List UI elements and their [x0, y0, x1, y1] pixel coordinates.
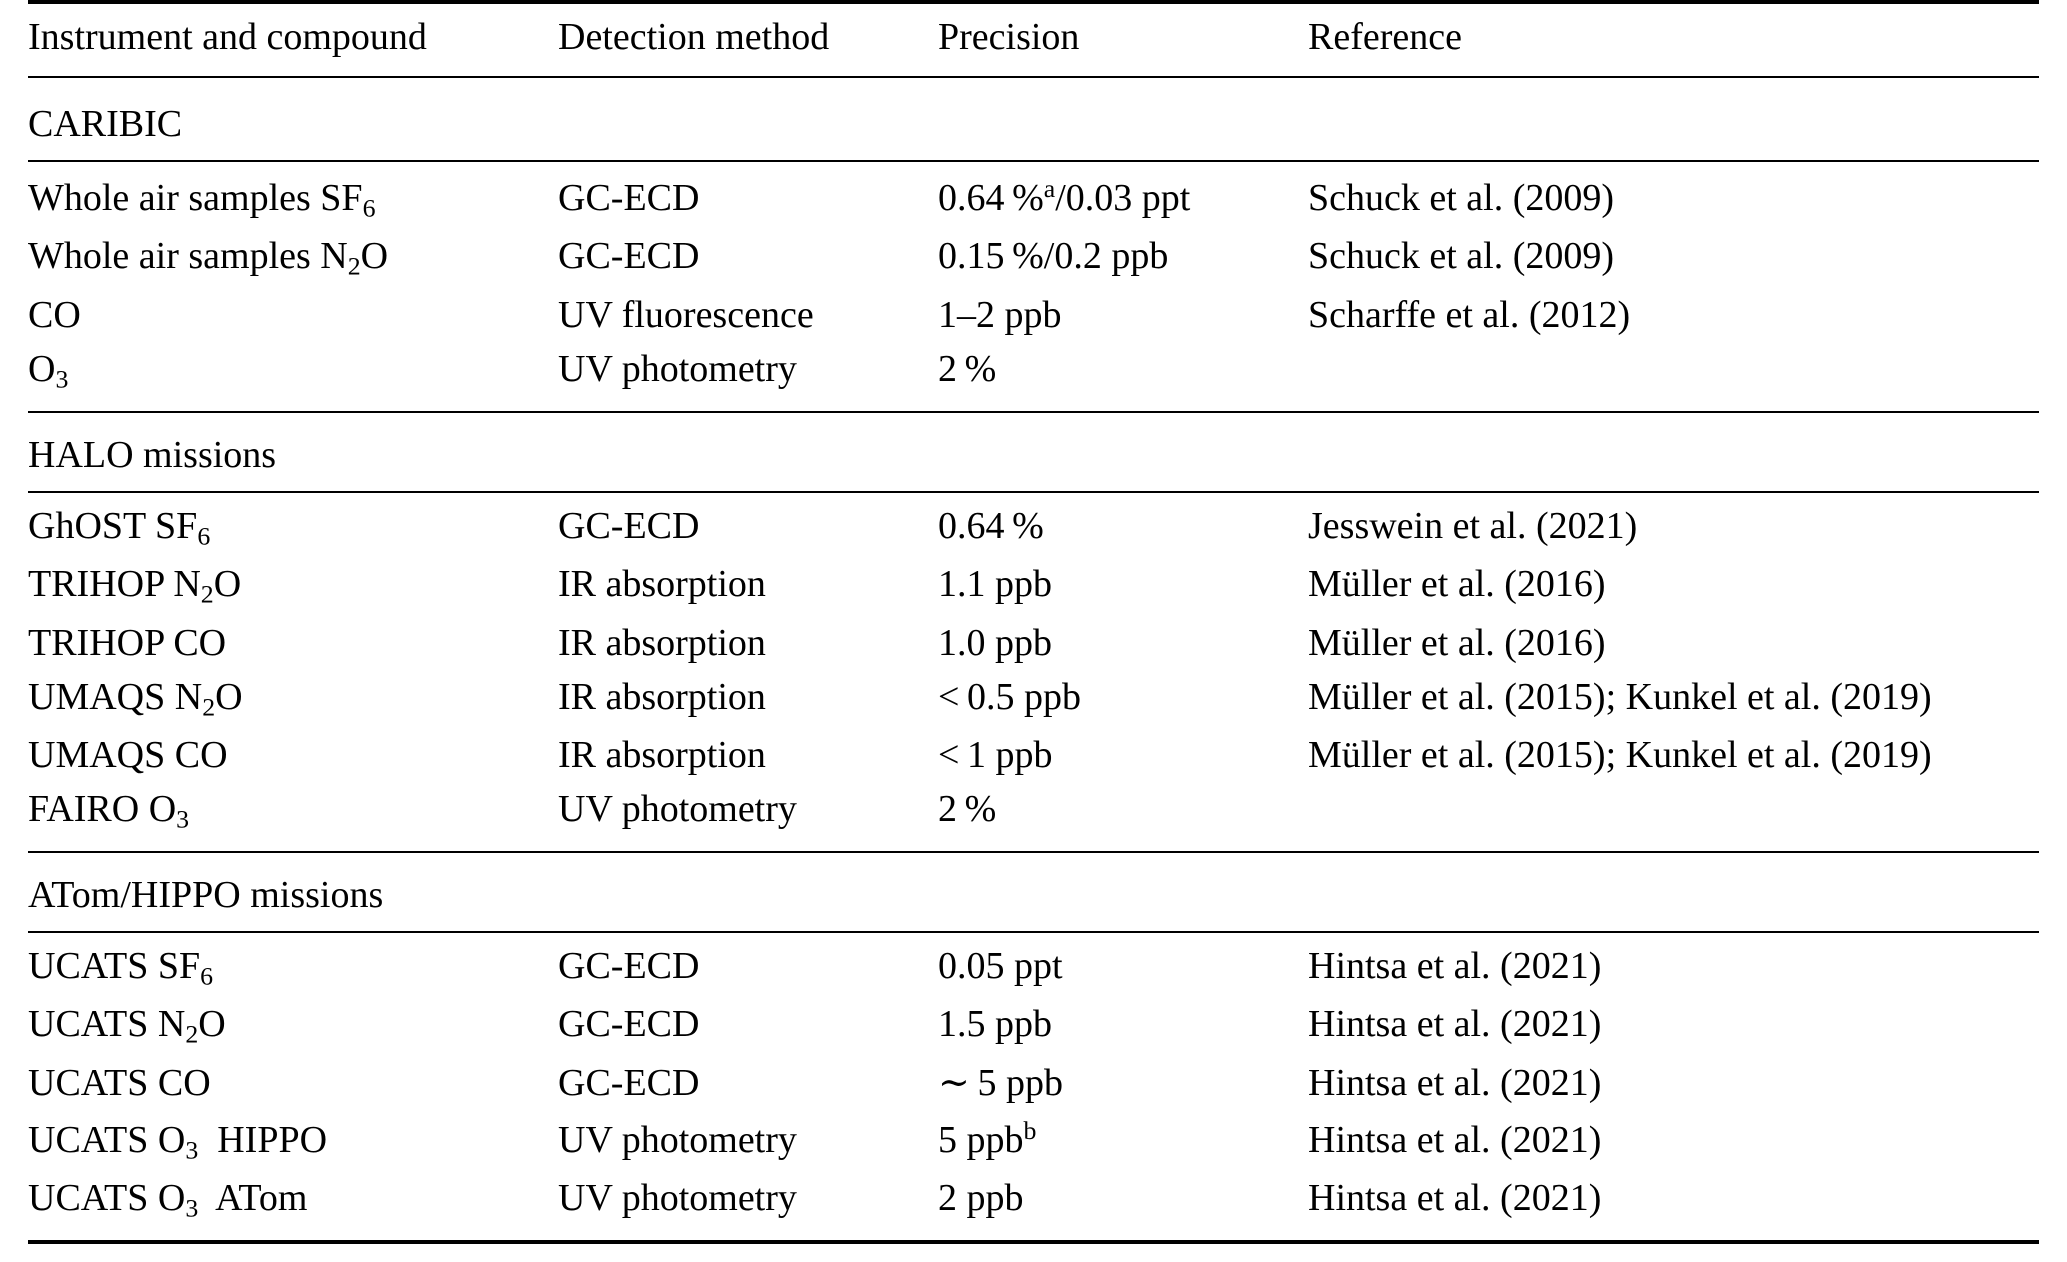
- cell-method: UV photometry: [558, 788, 797, 831]
- cell-precision: 1.5 ppb: [938, 1003, 1052, 1046]
- table-row: [28, 997, 2039, 1056]
- cell-precision: 5 ppb$^b$: [938, 1115, 1037, 1161]
- cell-reference: Hintsa et al. (2021): [1308, 1003, 1602, 1046]
- table-row: [28, 728, 2039, 782]
- spacer: [28, 78, 2039, 88]
- cell-compound: UCATS $O_3$ ATom: [28, 1177, 308, 1223]
- cell-reference: Müller et al. (2016): [1308, 563, 1606, 606]
- cell-compound: UMAQS $N_2O$: [28, 675, 243, 722]
- cell-precision: 2 %: [938, 788, 997, 831]
- cell-method: GC-ECD: [558, 1061, 700, 1104]
- group-title: HALO missions: [28, 433, 277, 476]
- cell-reference: [1308, 342, 2039, 401]
- table-row: [28, 557, 2039, 616]
- table-row: [28, 670, 2039, 729]
- cell-reference: Scharffe et al. (2012): [1308, 294, 1631, 336]
- table-row: [28, 939, 2039, 998]
- cell-precision: 0.05 ppt: [938, 944, 1063, 987]
- cell-method: IR absorption: [558, 675, 766, 718]
- table-row: [28, 782, 2039, 841]
- cell-reference: Müller et al. (2016): [1308, 621, 1606, 664]
- table-body: [28, 2, 2039, 1244]
- cell-compound: Whole air samples $SF_6$: [28, 176, 376, 223]
- table-row: [28, 168, 2039, 229]
- cell-compound: UMAQS CO: [28, 734, 228, 777]
- cell-reference: Jesswein et al. (2021): [1308, 504, 1638, 547]
- column-header-precision: Precision: [938, 16, 1080, 58]
- table-row: [28, 342, 2039, 401]
- cell-method: GC-ECD: [558, 944, 700, 987]
- cell-reference: Hintsa et al. (2021): [1308, 1118, 1602, 1161]
- cell-precision: 2 ppb: [938, 1177, 1024, 1220]
- cell-precision: 0.15 %/0.2 ppb: [938, 235, 1169, 278]
- table-row: [28, 499, 2039, 558]
- table-row: [28, 616, 2039, 670]
- cell-compound: $O_3$: [28, 348, 69, 394]
- cell-method: UV photometry: [558, 1118, 797, 1161]
- rule-bottom: [28, 1242, 2039, 1244]
- cell-reference: Hintsa et al. (2021): [1308, 1061, 1602, 1104]
- cell-compound: CO: [28, 294, 81, 336]
- group-title-row: [28, 859, 2039, 932]
- cell-method: GC-ECD: [558, 504, 700, 547]
- spacer: [28, 1230, 2039, 1242]
- cell-precision: ∼ 5 ppb: [938, 1061, 1063, 1104]
- table-row: [28, 1171, 2039, 1230]
- cell-method: IR absorption: [558, 734, 766, 777]
- cell-precision: 2 %: [938, 348, 997, 390]
- group-title: ATom/HIPPO missions: [28, 873, 384, 916]
- cell-precision: 1.1 ppb: [938, 563, 1052, 606]
- cell-method: IR absorption: [558, 563, 766, 606]
- cell-precision: < 1 ppb: [938, 734, 1053, 777]
- cell-precision: 1–2 ppb: [938, 294, 1062, 336]
- cell-reference: Hintsa et al. (2021): [1308, 944, 1602, 987]
- cell-method: UV photometry: [558, 348, 797, 390]
- cell-compound: UCATS $SF_6$: [28, 944, 214, 991]
- cell-compound: UCATS $O_3$ HIPPO: [28, 1118, 328, 1165]
- table-row: [28, 1056, 2039, 1110]
- spacer: [28, 841, 2039, 852]
- cell-reference: Müller et al. (2015); Kunkel et al. (2019): [1308, 675, 1932, 718]
- cell-method: GC-ECD: [558, 1003, 700, 1046]
- cell-compound: GhOST $SF_6$: [28, 504, 211, 551]
- cell-reference: Schuck et al. (2009): [1308, 176, 1615, 219]
- column-header-reference: Reference: [1308, 16, 1462, 58]
- cell-compound: Whole air samples $N_2O$: [28, 235, 389, 282]
- table-row: [28, 229, 2039, 288]
- cell-reference: Schuck et al. (2009): [1308, 235, 1615, 278]
- cell-reference: Hintsa et al. (2021): [1308, 1177, 1602, 1220]
- group-title-row: [28, 88, 2039, 161]
- cell-compound: UCATS $N_2O$: [28, 1003, 226, 1049]
- cell-method: GC-ECD: [558, 176, 700, 219]
- cell-method: UV fluorescence: [558, 294, 814, 336]
- cell-method: UV photometry: [558, 1177, 797, 1220]
- cell-reference: [1308, 782, 2039, 841]
- instrument-precision-table: [28, 0, 2039, 1244]
- group-title-row: [28, 419, 2039, 492]
- table-row: [28, 288, 2039, 342]
- column-header-instrument: Instrument and compound: [28, 16, 427, 58]
- cell-method: GC-ECD: [558, 235, 700, 278]
- group-title: CARIBIC: [28, 103, 183, 145]
- cell-compound: TRIHOP CO: [28, 621, 227, 664]
- table-row: [28, 1110, 2039, 1171]
- cell-precision: < 0.5 ppb: [938, 675, 1082, 718]
- cell-precision: 1.0 ppb: [938, 621, 1052, 664]
- cell-compound: FAIRO $O_3$: [28, 788, 190, 834]
- cell-method: IR absorption: [558, 621, 766, 664]
- cell-compound: TRIHOP $N_2O$: [28, 563, 242, 609]
- column-header-detection-method: Detection method: [558, 16, 830, 58]
- cell-precision: 0.64 %: [938, 504, 1044, 547]
- cell-precision: 0.64 %$^a$/0.03 ppt: [938, 174, 1191, 219]
- cell-compound: UCATS CO: [28, 1061, 211, 1104]
- cell-reference: Müller et al. (2015); Kunkel et al. (2019): [1308, 734, 1932, 777]
- spacer: [28, 401, 2039, 412]
- table-header-row: [28, 4, 2039, 77]
